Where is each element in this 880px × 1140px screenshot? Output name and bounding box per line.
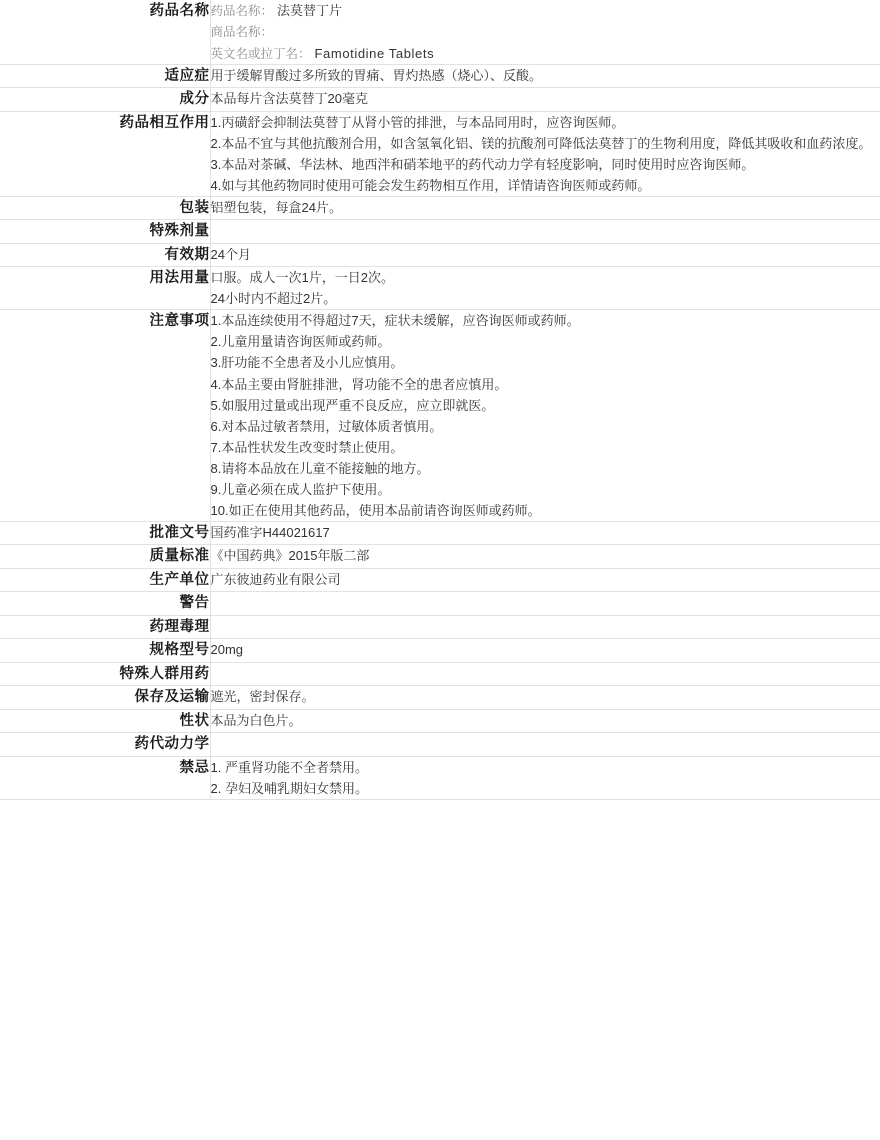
row-value-lines: [211, 757, 880, 799]
row-label: 药品名称: [0, 0, 210, 64]
row-value-line: 24小时内不超过2片。: [210, 291, 337, 307]
row-value-empty: [211, 736, 215, 751]
row-value-line: 24个月: [210, 246, 251, 262]
table-row: [0, 545, 880, 568]
row-value: [210, 196, 880, 219]
row-value-line: 9.儿童必须在成人监护下使用。: [210, 481, 391, 497]
table-row: [0, 196, 880, 219]
row-label: 批准文号: [0, 521, 210, 544]
row-label: 性状: [0, 709, 210, 732]
row-value-pair-key: 商品名称：: [210, 25, 274, 40]
row-value-lines: [211, 569, 880, 590]
row-value-lines: [211, 639, 880, 660]
table-row: [0, 592, 880, 615]
row-label: 药理毒理: [0, 615, 210, 638]
row-label: 生产单位: [0, 568, 210, 591]
row-value-pair: [211, 43, 880, 64]
row-value: [210, 220, 880, 243]
table-row: [0, 310, 880, 521]
row-label: 规格型号: [0, 639, 210, 662]
row-value-lines: [211, 267, 880, 309]
row-value-lines: [211, 88, 880, 109]
row-value-pair-value: 法莫替丁片: [277, 3, 343, 18]
row-value: [210, 639, 880, 662]
row-value-line: 4.本品主要由肾脏排泄，肾功能不全的患者应慎用。: [210, 376, 508, 392]
row-label: 用法用量: [0, 267, 210, 310]
row-value-empty: [211, 595, 215, 610]
table-row: [0, 662, 880, 685]
row-value-pair-value: Famotidine Tablets: [314, 45, 435, 61]
row-value-line: 遮光，密封保存。: [210, 689, 315, 705]
row-value-line: 国药准字H44021617: [210, 524, 330, 540]
page-bottom-spacer: [0, 800, 880, 876]
row-label: 保存及运输: [0, 686, 210, 709]
row-value-pair: [211, 21, 880, 42]
row-label: 注意事项: [0, 310, 210, 521]
row-label: 质量标准: [0, 545, 210, 568]
row-value-line: 口服。成人一次1片，一日2次。: [210, 270, 394, 286]
row-label: 药品相互作用: [0, 111, 210, 196]
row-label: 成分: [0, 88, 210, 111]
table-row: [0, 64, 880, 87]
row-value: [210, 267, 880, 310]
table-row: [0, 615, 880, 638]
row-value-line: 3.肝功能不全患者及小儿应慎用。: [210, 355, 404, 371]
table-row: [0, 88, 880, 111]
row-label: 特殊剂量: [0, 220, 210, 243]
table-row: [0, 568, 880, 591]
row-value-lines: [211, 522, 880, 543]
row-value-line: 8.请将本品放在儿童不能接触的地方。: [210, 460, 430, 476]
row-value: [210, 568, 880, 591]
row-value-line: 2.儿童用量请咨询医师或药师。: [210, 334, 391, 350]
row-value-line: 本品每片含法莫替丁20毫克: [210, 91, 368, 107]
table-row: [0, 267, 880, 310]
row-value-line: 5.如服用过量或出现严重不良反应，应立即就医。: [210, 397, 495, 413]
table-row: [0, 733, 880, 756]
table-row: [0, 709, 880, 732]
row-value-empty: [211, 223, 215, 238]
row-value-line: 1.本品连续使用不得超过7天，症状未缓解，应咨询医师或药师。: [210, 313, 580, 329]
row-value: [210, 64, 880, 87]
row-value-line: 铝塑包装，每盒24片。: [210, 199, 342, 215]
row-value-lines: [211, 65, 880, 86]
row-label: 药代动力学: [0, 733, 210, 756]
row-value-line: 广东彼迪药业有限公司: [210, 571, 341, 587]
row-value-line: 3.本品对茶碱、华法林、地西泮和硝苯地平的药代动力学有轻度影响，同时使用时应咨询医师。: [210, 156, 755, 172]
row-label: 适应症: [0, 64, 210, 87]
table-row: [0, 521, 880, 544]
row-value: [210, 733, 880, 756]
row-value: [210, 615, 880, 638]
row-value-lines: [211, 112, 880, 196]
row-value-lines: [211, 710, 880, 731]
table-row: [0, 220, 880, 243]
row-value-lines: [211, 244, 880, 265]
row-label: 特殊人群用药: [0, 662, 210, 685]
row-value-line: 2.本品不宜与其他抗酸剂合用，如含氢氧化铝、镁的抗酸剂可降低法莫替丁的生物利用度，降低其吸收和血药浓度。: [210, 135, 872, 151]
row-value: [210, 662, 880, 685]
row-value: [210, 521, 880, 544]
row-value-line: 7.本品性状发生改变时禁止使用。: [210, 439, 404, 455]
row-value: [210, 0, 880, 64]
row-value: [210, 686, 880, 709]
table-row: [0, 0, 880, 64]
row-value-line: 4.如与其他药物同时使用可能会发生药物相互作用，详情请咨询医师或药师。: [210, 177, 651, 193]
row-value: [210, 111, 880, 196]
row-value: [210, 88, 880, 111]
row-value: [210, 756, 880, 799]
table-row: [0, 243, 880, 266]
table-row: [0, 756, 880, 799]
table-row: [0, 686, 880, 709]
row-value-empty: [211, 666, 215, 681]
row-value: [210, 709, 880, 732]
row-value-line: 6.对本品过敏者禁用，过敏体质者慎用。: [210, 418, 443, 434]
table-row: [0, 111, 880, 196]
row-label: 有效期: [0, 243, 210, 266]
row-value: [210, 310, 880, 521]
row-value: [210, 243, 880, 266]
row-value-lines: [211, 545, 880, 566]
row-label: 警告: [0, 592, 210, 615]
row-value-line: 2. 孕妇及哺乳期妇女禁用。: [210, 780, 368, 796]
row-label: 包装: [0, 196, 210, 219]
row-value-empty: [211, 619, 215, 634]
row-value-pair: [211, 0, 880, 21]
row-label: 禁忌: [0, 756, 210, 799]
row-value-lines: [211, 310, 880, 520]
row-value: [210, 545, 880, 568]
row-value-line: 用于缓解胃酸过多所致的胃痛、胃灼热感（烧心）、反酸。: [210, 67, 543, 83]
row-value: [210, 592, 880, 615]
row-value-pair-key: 药品名称：: [210, 4, 274, 18]
row-value-lines: [211, 197, 880, 218]
row-value-line: 1.丙磺舒会抑制法莫替丁从肾小管的排泄，与本品同用时，应咨询医师。: [210, 114, 625, 130]
table-row: [0, 639, 880, 662]
row-value-line: 1. 严重肾功能不全者禁用。: [210, 759, 368, 775]
row-value-line: 10.如正在使用其他药品，使用本品前请咨询医师或药师。: [210, 502, 541, 518]
row-value-line: 本品为白色片。: [210, 712, 302, 728]
row-value-line: 20mg: [210, 642, 244, 658]
row-value-lines: [211, 686, 880, 707]
row-value-line: 《中国药典》2015年版二部: [210, 548, 370, 564]
row-value-pair-key: 英文名或拉丁名：: [210, 46, 311, 61]
